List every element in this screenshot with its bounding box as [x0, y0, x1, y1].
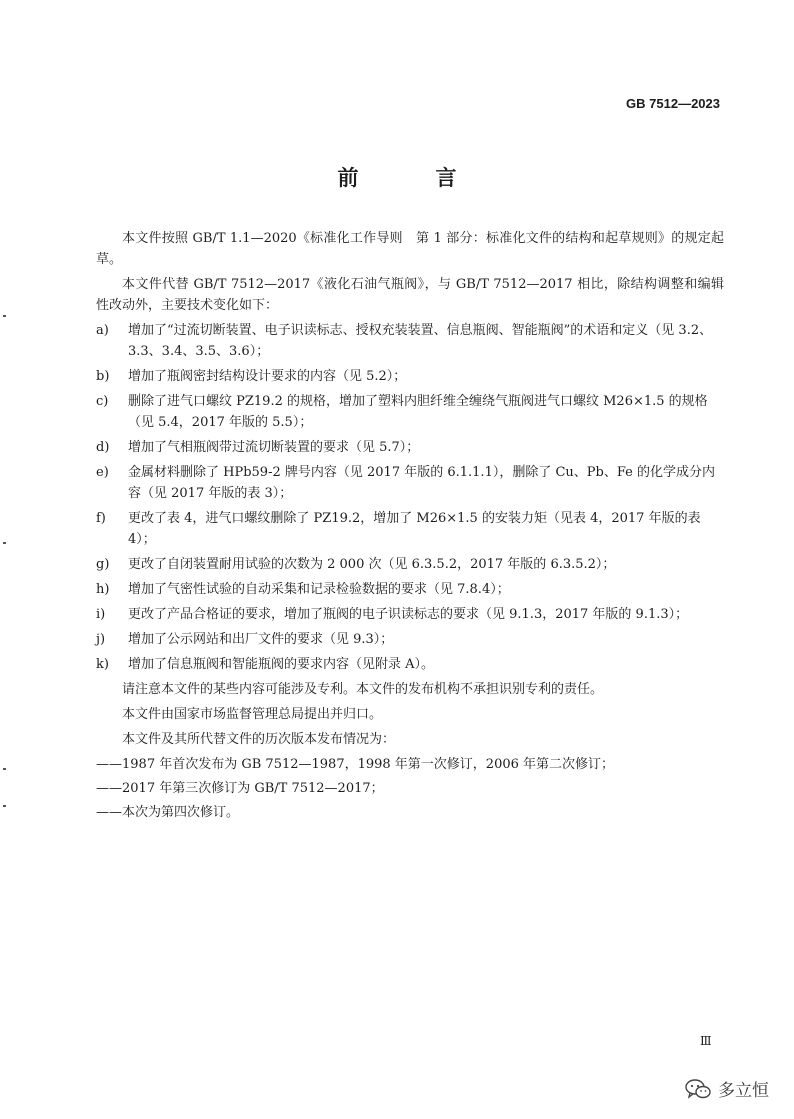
list-item-text: 更改了自闭装置耐用试验的次数为 2 000 次（见 6.3.5.2，2017 年版的 6.3.5.2）；: [128, 557, 616, 572]
list-item-text: 增加了瓶阀密封结构设计要求的内容（见 5.2）；: [128, 369, 407, 384]
list-item-text: 增加了“过流切断装置、电子识读标志、授权充装装置、信息瓶阀、智能瓶阀”的术语和定义（见 3.2、3.3、3.4、3.5、3.6）；: [128, 323, 713, 359]
intro-paragraph-2: 本文件代替 GB/T 7512—2017《液化石油气瓶阀》，与 GB/T 7512—2017 相比，除结构调整和编辑性改动外，主要技术变化如下：: [96, 277, 724, 313]
list-marker: b): [96, 369, 110, 384]
history-intro: 本文件及其所代替文件的历次版本发布情况为：: [122, 732, 396, 747]
list-marker: k): [96, 657, 109, 672]
list-item-text: 增加了信息瓶阀和智能瓶阀的要求内容（见附录 A）。: [128, 657, 435, 672]
scan-edge-mark: [3, 315, 6, 317]
scan-edge-mark: [3, 542, 6, 544]
list-marker: c): [96, 394, 109, 409]
wechat-icon: [684, 1078, 712, 1100]
list-item: [96, 320, 724, 362]
list-item: [96, 462, 724, 504]
scan-edge-mark: [3, 805, 6, 807]
patent-note: 请注意本文件的某些内容可能涉及专利。本文件的发布机构不承担识别专利的责任。: [122, 682, 604, 697]
page-number: Ⅲ: [700, 1034, 712, 1048]
watermark: [684, 1076, 769, 1101]
list-item: [96, 579, 724, 600]
proposer-note: 本文件由国家市场监督管理总局提出并归口。: [122, 707, 383, 722]
list-marker: f): [96, 511, 106, 526]
standard-code: GB 7512—2023: [626, 96, 720, 111]
list-item-text: 删除了进气口螺纹 PZ19.2 的规格，增加了塑料内胆纤维全缠绕气瓶阀进气口螺纹 M26×1.5 的规格（见 5.4，2017 年版的 5.5）；: [128, 394, 708, 430]
list-item-text: 增加了气相瓶阀带过流切断装置的要求（见 5.7）；: [128, 440, 420, 455]
list-marker: a): [96, 323, 109, 338]
list-item: [96, 604, 724, 625]
list-item: [96, 366, 724, 387]
history-item: ——1987 年首次发布为 GB 7512—1987，1998 年第一次修订，2006 年第二次修订；: [96, 757, 615, 772]
list-item-text: 增加了公示网站和出厂文件的要求（见 9.3）；: [128, 632, 394, 647]
list-item-text: 增加了气密性试验的自动采集和记录检验数据的要求（见 7.8.4）；: [128, 582, 510, 597]
list-item: [96, 391, 724, 433]
document-body: [96, 228, 724, 826]
list-marker: h): [96, 582, 110, 597]
list-marker: g): [96, 557, 110, 572]
history-item: ——本次为第四次修订。: [96, 805, 240, 820]
list-item: [96, 437, 724, 458]
page-title: 前 言: [337, 166, 485, 190]
list-marker: d): [96, 440, 110, 455]
intro-paragraph-1: 本文件按照 GB/T 1.1—2020《标准化工作导则 第 1 部分：标准化文件的结构和起草规则》的规定起草。: [96, 231, 724, 267]
list-item-text: 更改了产品合格证的要求，增加了瓶阀的电子识读标志的要求（见 9.1.3，2017 年版的 9.1.3）；: [128, 607, 689, 622]
changes-list: [96, 320, 724, 675]
watermark-text: 多立恒: [718, 1081, 769, 1101]
history-item: ——2017 年第三次修订为 GB/T 7512—2017；: [96, 781, 384, 796]
list-item: [96, 508, 724, 550]
list-item-text: 金属材料删除了 HPb59-2 牌号内容（见 2017 年版的 6.1.1.1），删除了 Cu、Pb、Fe 的化学成分内容（见 2017 年版的表 3）；: [128, 465, 715, 501]
list-item: [96, 654, 724, 675]
list-item: [96, 629, 724, 650]
list-item: [96, 554, 724, 575]
list-marker: j): [96, 632, 106, 647]
history-list: [96, 754, 724, 823]
list-marker: i): [96, 607, 106, 622]
scan-edge-mark: [3, 768, 6, 770]
list-marker: e): [96, 465, 109, 480]
list-item-text: 更改了表 4，进气口螺纹删除了 PZ19.2，增加了 M26×1.5 的安装力矩（见表 4，2017 年版的表 4）；: [128, 511, 701, 547]
